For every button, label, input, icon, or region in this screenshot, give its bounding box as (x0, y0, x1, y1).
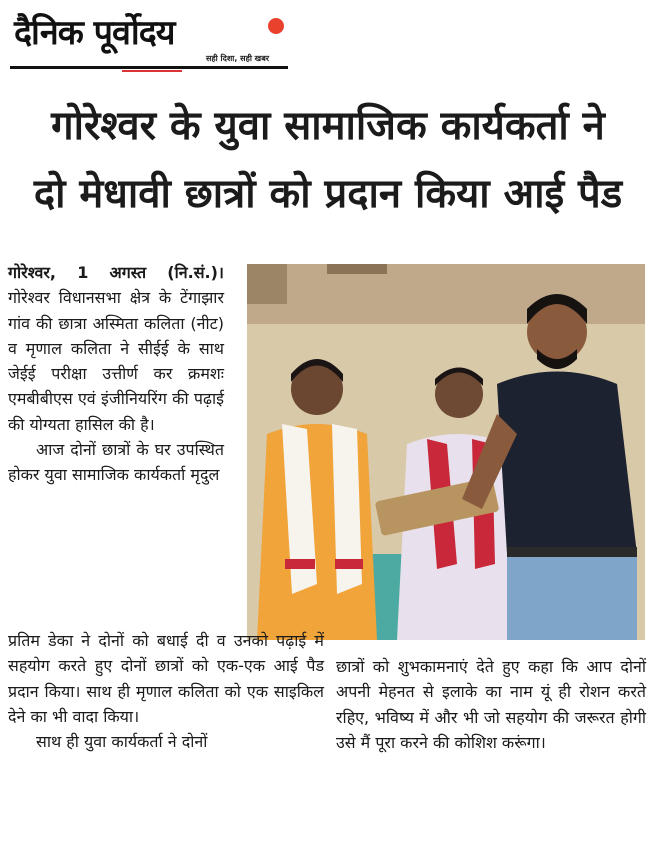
masthead (10, 6, 290, 72)
article-paragraph-2: आज दोनों छात्रों के घर उपस्थित होकर युवा सामाजिक कार्यकर्ता मृदुल (8, 440, 224, 485)
article-dateline: गोरेश्वर, 1 अगस्त (नि.सं.)। (8, 263, 224, 282)
article-column-bottom-left (8, 628, 324, 754)
article-paragraph-3: साथ ही युवा कार्यकर्ता ने दोनों (36, 732, 208, 752)
newspaper-tagline: सही दिशा, सही खबर (206, 54, 270, 63)
headline-line-2: दो मेधावी छात्रों को प्रदान किया आई पैड (33, 171, 623, 217)
article-paragraph-3-continued: छात्रों को शुभकामनाएं देते हुए कहा कि आप दोनों अपनी मेहनत से इलाके का नाम यूं ही रोशन करते रहिए, भविष्य में और भी जो सहयोग की जरूरत होगी उसे मैं पूरा करने की कोशिश करूंगा। (336, 657, 646, 752)
news-photo (247, 264, 645, 640)
masthead-accent-line (122, 70, 182, 72)
newspaper-title: दैनिक पूर्वोदय (14, 13, 175, 53)
article-column-left (8, 260, 224, 488)
article-column-bottom-right (336, 654, 646, 755)
article-headline (0, 92, 656, 228)
headline-line-1: गोरेश्वर के युवा सामाजिक कार्यकर्ता ने (51, 103, 605, 149)
article-paragraph-1: गोरेश्वर विधानसभा क्षेत्र के टेंगाझार गांव की छात्रा अस्मिता कलिता (नीट) व मृणाल कलिता ने सीईई के साथ जेईई परीक्षा उत्तीर्ण कर क्रमशः एमबीबीएस एवं इंजीनियरिंग की पढ़ाई की योग्यता हासिल की है। (8, 288, 224, 434)
article-paragraph-2-continued: प्रतिम डेका ने दोनों को बधाई दी व उनको पढ़ाई में सहयोग करते हुए दोनों छात्रों को एक-एक आई पैड प्रदान किया। साथ ही मृणाल कलिता को एक साइकिल देने का भी वादा किया। (8, 631, 324, 726)
logo-dot-icon (268, 18, 284, 34)
masthead-rule (10, 66, 288, 69)
photo-illustration (247, 264, 645, 640)
